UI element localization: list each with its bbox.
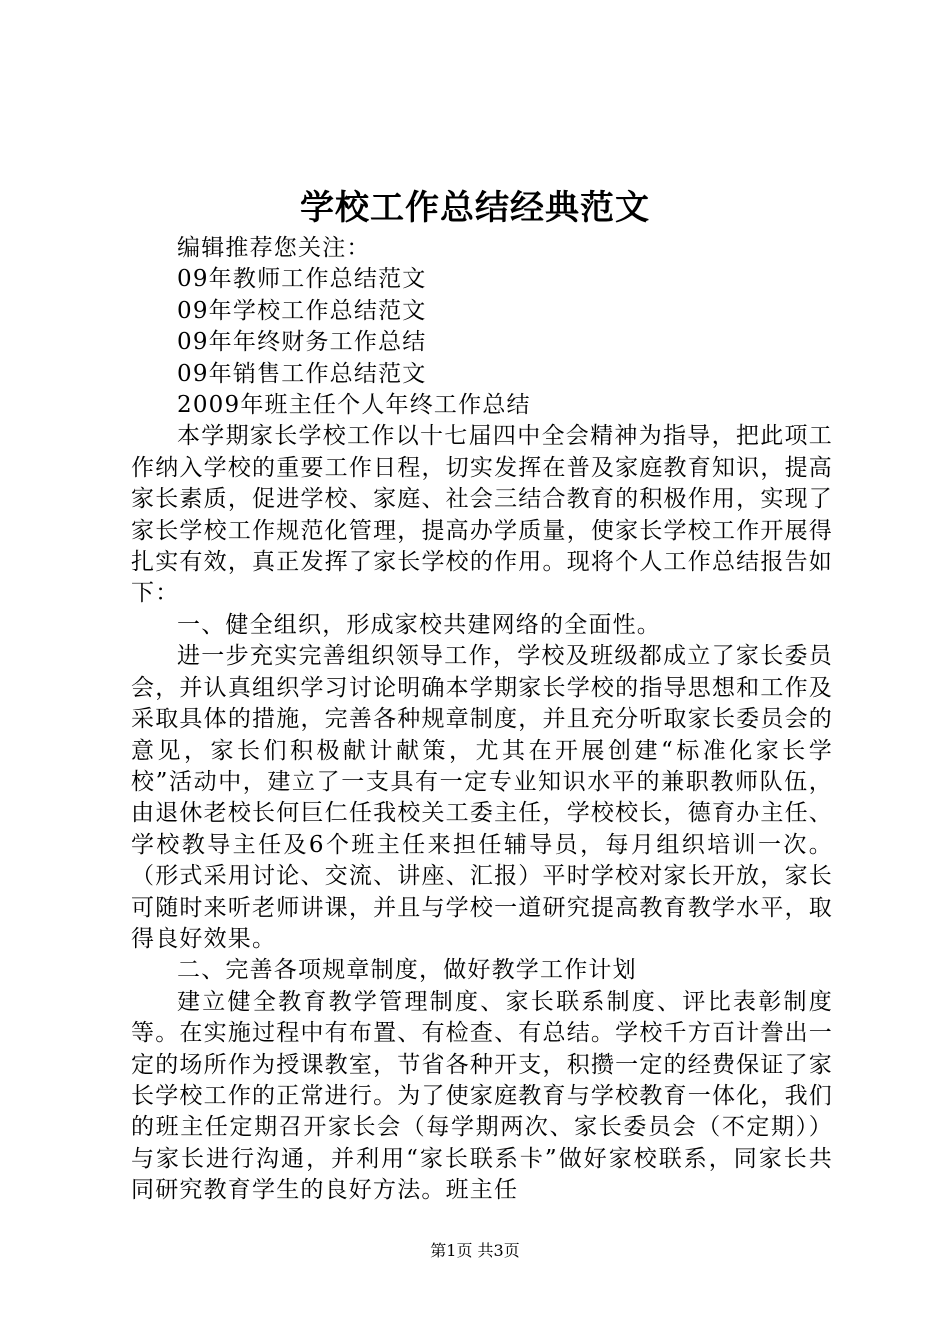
document-body <box>131 233 833 1207</box>
recommend-link[interactable]: 09年教师工作总结范文 <box>177 266 427 293</box>
recommend-label: 编辑推荐您关注： <box>177 235 371 261</box>
body-paragraph: 进一步充实完善组织领导工作，学校及班级都成立了家长委员会，并认真组织学习讨论明确本学期家长学校的指导思想和工作及采取具体的措施，完善各种规章制度，并且充分听取家长委员会的意见，家长们积极献计献策，尤其在开展创建“标准化家长学校”活动中，建立了一支具有一定专业知识水平的兼职教师队伍，由退休老校长何巨仁任我校关工委主任，学校校长，德育办主任、学校教导主任及6个班主任来担任辅导员，每月组织培训一次。（形式采用讨论、交流、讲座、汇报）平时学校对家长开放，家长可随时来听老师讲课，并且与学校一道研究提高教育教学水平，取得良好效果。 <box>131 643 833 952</box>
body-paragraph: 建立健全教育教学管理制度、家长联系制度、评比表彰制度等。在实施过程中有布置、有检查、有总结。学校千方百计誊出一定的场所作为授课教室，节省各种开支，积攒一定的经费保证了家长学校工作的正常进行。为了使家庭教育与学校教育一体化，我们的班主任定期召开家长会（每学期两次、家长委员会（不定期））与家长进行沟通，并利用“家长联系卡”做好家校联系，同家长共同研究教育学生的良好方法。班主任 <box>131 988 833 1204</box>
section-heading: 二、完善各项规章制度，做好教学工作计划 <box>177 957 637 984</box>
recommend-link[interactable]: 09年年终财务工作总结 <box>177 329 427 356</box>
recommend-link[interactable]: 2009年班主任个人年终工作总结 <box>177 392 531 419</box>
recommend-link[interactable]: 09年销售工作总结范文 <box>177 360 427 387</box>
page-number-footer: 第1页 共3页 <box>430 1241 520 1260</box>
body-paragraph: 本学期家长学校工作以十七届四中全会精神为指导，把此项工作纳入学校的重要工作日程，切实发挥在普及家庭教育知识，提高家长素质，促进学校、家庭、社会三结合教育的积极作用，实现了家长学校工作规范化管理，提高办学质量，使家长学校工作开展得扎实有效，真正发挥了家长学校的作用。现将个人工作总结报告如下： <box>131 423 833 607</box>
document-title: 学校工作总结经典范文 <box>300 188 650 228</box>
section-heading: 一、健全组织，形成家校共建网络的全面性。 <box>177 611 661 638</box>
recommend-link[interactable]: 09年学校工作总结范文 <box>177 297 427 324</box>
